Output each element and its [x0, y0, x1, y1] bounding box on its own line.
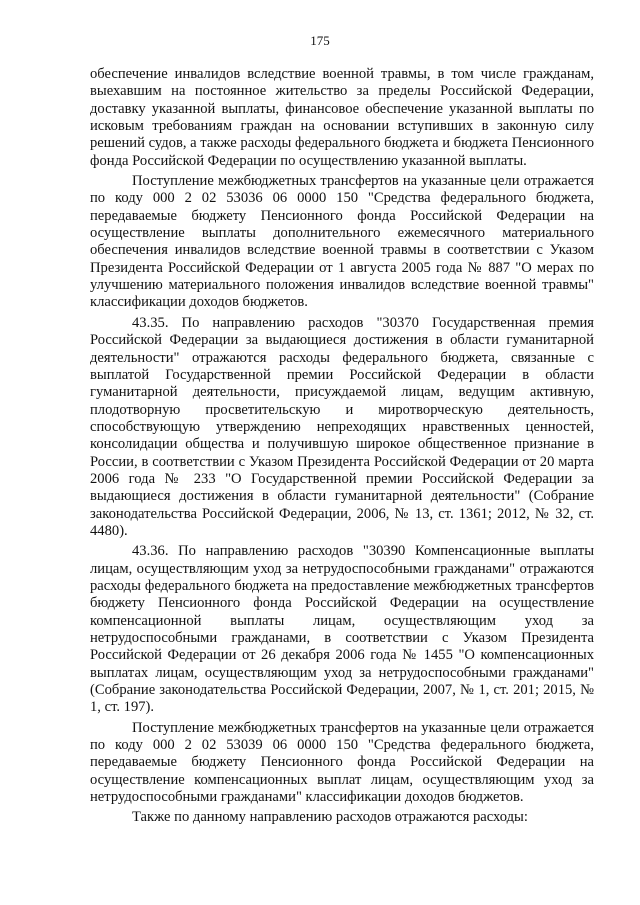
- paragraph-43-35: 43.35. По направлению расходов "30370 Государственная премия Российской Федерации за выдающиеся достижения в области гуманитарной деятельности" отражаются расходы федерального бюджета, связанные с выплатой Государственной премии Российской Федерации в области гуманитарной деятельности, присуждаемой лицам, ведущим активную, плодотворную просветительскую и миротворческую деятельность, способствующую утверждению непреходящих нравственных ценностей, консолидации общества и получившую широкое общественное признание в России, в соответствии с Указом Президента Российской Федерации от 20 марта 2006 года № 233 "О Государственной премии Российской Федерации за выдающиеся достижения в области гуманитарной деятельности" (Собрание законодательства Российской Федерации, 2006, № 13, ст. 1361; 2012, № 32, ст. 4480).: [90, 314, 594, 539]
- paragraph-continuation: обеспечение инвалидов вследствие военной травмы, в том числе гражданам, выехавшим на постоянное жительство за пределы Российской Федерации, доставку указанной выплаты, финансовое обеспечение указанной выплаты по исковым требованиям граждан на основании вступивших в законную силу решений судов, а также расходы федерального бюджета и бюджета Пенсионного фонда Российской Федерации по осуществлению указанной выплаты.: [90, 66, 594, 169]
- page-number: 175: [310, 33, 330, 48]
- paragraph-43-36: 43.36. По направлению расходов "30390 Компенсационные выплаты лицам, осуществляющим уход за нетрудоспособными гражданами" отражаются расходы федерального бюджета на предоставление межбюджетных трансфертов бюджету Пенсионного фонда Российской Федерации на осуществление компенсационной выплаты лицам, осуществляющим уход за нетрудоспособными гражданами, в соответствии с Указом Президента Российской Федерации от 26 декабря 2006 года № 1455 "О компенсационных выплатах лицам, осуществляющим уход за нетрудоспособными гражданами" (Собрание законодательства Российской Федерации, 2007, № 1, ст. 201; 2015, № 1, ст. 197).: [90, 543, 594, 716]
- paragraph-also-expenses: Также по данному направлению расходов отражаются расходы:: [132, 809, 528, 826]
- paragraph-transfers-53039: Поступление межбюджетных трансфертов на указанные цели отражается по коду 000 2 02 53039 06 0000 150 "Средства федерального бюджета, передаваемые бюджету Пенсионного фонда Российской Федерации на осуществление компенсационных выплат лицам, осуществляющим уход за нетрудоспособными гражданами" классификации доходов бюджетов.: [90, 719, 594, 806]
- document-body: [90, 66, 594, 827]
- paragraph-transfers-53036: Поступление межбюджетных трансфертов на указанные цели отражается по коду 000 2 02 53036 06 0000 150 "Средства федерального бюджета, передаваемые бюджету Пенсионного фонда Российской Федерации на осуществление выплаты дополнительного ежемесячного материального обеспечения инвалидов вследствие военной травмы в соответствии с Указом Президента Российской Федерации от 1 августа 2005 года № 887 "О мерах по улучшению материального положения инвалидов вследствие военной травмы" классификации доходов бюджетов.: [90, 173, 594, 311]
